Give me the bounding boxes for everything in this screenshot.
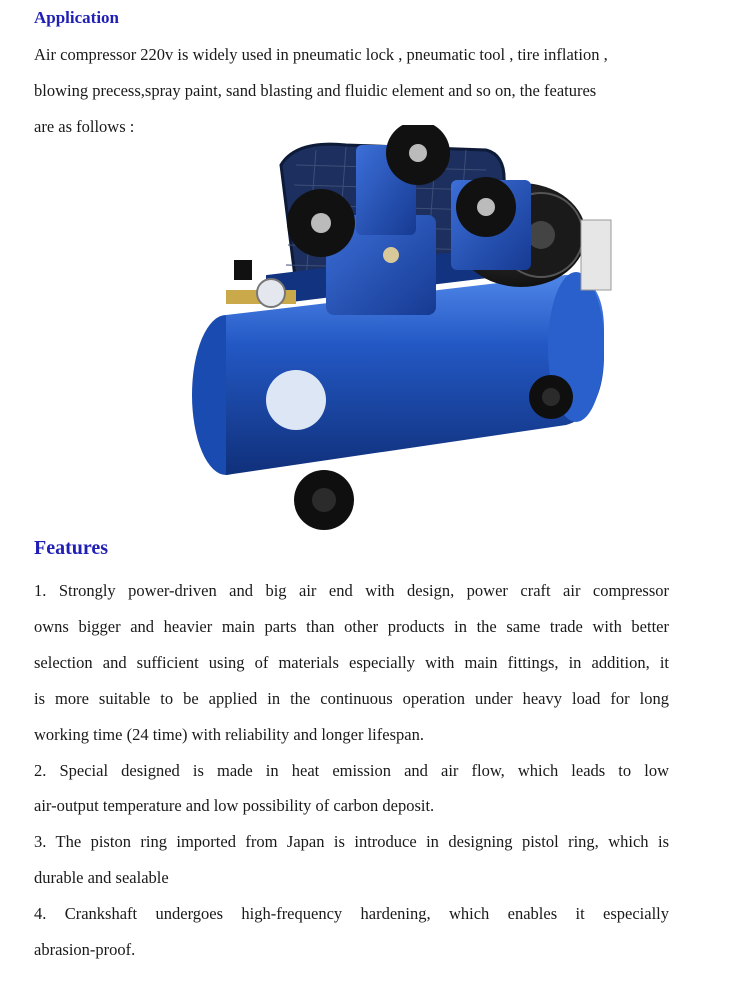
application-heading: Application [34, 8, 120, 27]
tank-label-sticker [266, 370, 326, 430]
switch-box [581, 220, 611, 290]
application-line-1: Air compressor 220v is widely used in pneumatic lock , pneumatic tool , tire inflation , [34, 45, 608, 64]
feature-3-line-2: durable and sealable [34, 868, 169, 887]
feature-1-line-3: selection and sufficient using of materials especially with main fittings, in addition, it [34, 653, 669, 672]
feature-1-line-5: working time (24 time) with reliability and longer lifespan. [34, 725, 424, 744]
air-compressor-image [186, 125, 616, 535]
features-heading: Features [34, 537, 109, 559]
application-line-2: blowing precess,spray paint, sand blasting and fluidic element and so on, the features [34, 81, 597, 100]
feature-1-line-4: is more suitable to be applied in the continuous operation under heavy load for long [34, 689, 669, 708]
feature-4-line-2: abrasion-proof. [34, 940, 136, 959]
feature-2-line-2: air-output temperature and low possibility of carbon deposit. [34, 796, 435, 815]
feature-3-line-1: 3. The piston ring imported from Japan is introduce in designing pistol ring, which is [34, 832, 669, 851]
feature-1-line-2: owns bigger and heavier main parts than other products in the same trade with better [34, 617, 669, 636]
feature-2-line-1: 2. Special designed is made in heat emission and air flow, which leads to low [34, 761, 669, 780]
feature-4-line-1: 4. Crankshaft undergoes high-frequency hardening, which enables it especially [34, 904, 669, 923]
application-line-3: are as follows : [34, 117, 135, 136]
feature-1-line-1: 1. Strongly power-driven and big air end with design, power craft air compressor [34, 581, 669, 600]
